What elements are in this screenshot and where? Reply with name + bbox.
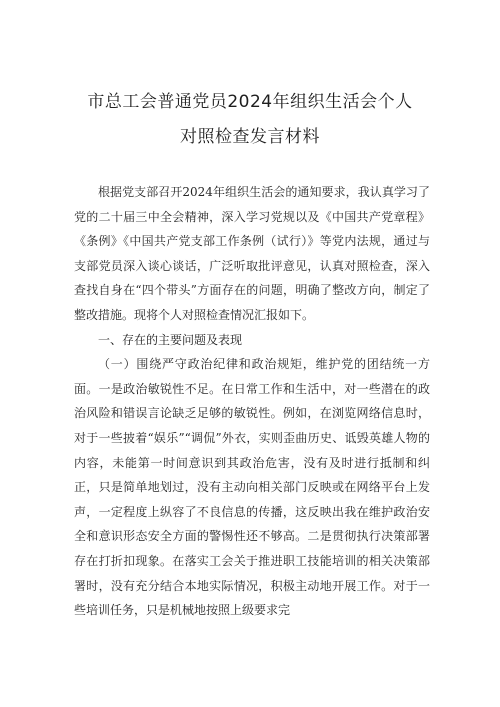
section-heading: 一、存在的主要问题及表现	[98, 332, 243, 347]
document-title-line-1: 市总工会普通党员2024年组织生活会个人	[87, 92, 413, 112]
section-paragraph: （一）围绕严守政治纪律和政治规矩，维护党的团结统一方面。一是政治敏锐性不足。在日常工作和生活中，对一些潜在的政治风险和错误言论缺乏足够的敏锐性。例如，在浏览网络信息时，对于一些披着“娱乐”“调侃”外衣，实则歪曲历史、诋毁英雄人物的内容，未能第一时间意识到其政治危害，没有及时进行抵制和纠正，只是简单地划过，没有主动向相关部门反映或在网络平台上发声，一定程度上纵容了不良信息的传播，这反映出我在维护政治安全和意识形态安全方面的警惕性还不够高。二是贯彻执行决策部署存在打折扣现象。在落实工会关于推进职工技能培训的相关决策部署时，没有充分结合本地实际情况，积极主动地开展工作。对于一些培训任务，只是机械地按照上级要求完	[74, 357, 430, 618]
document-title-line-2: 对照检查发言材料	[180, 127, 320, 147]
document-body	[74, 180, 430, 623]
intro-paragraph: 根据党支部召开2024年组织生活会的通知要求，我认真学习了党的二十届三中全会精神，深入学习党规以及《中国共产党章程》《条例》《中国共产党支部工作条例（试行）》等党内法规，通过与支部党员深入谈心谈话，广泛听取批评意见，认真对照检查，深入查找自身在“四个带头”方面存在的问题，明确了整改方向，制定了整改措施。现将个人对照检查情况汇报如下。	[74, 185, 430, 322]
